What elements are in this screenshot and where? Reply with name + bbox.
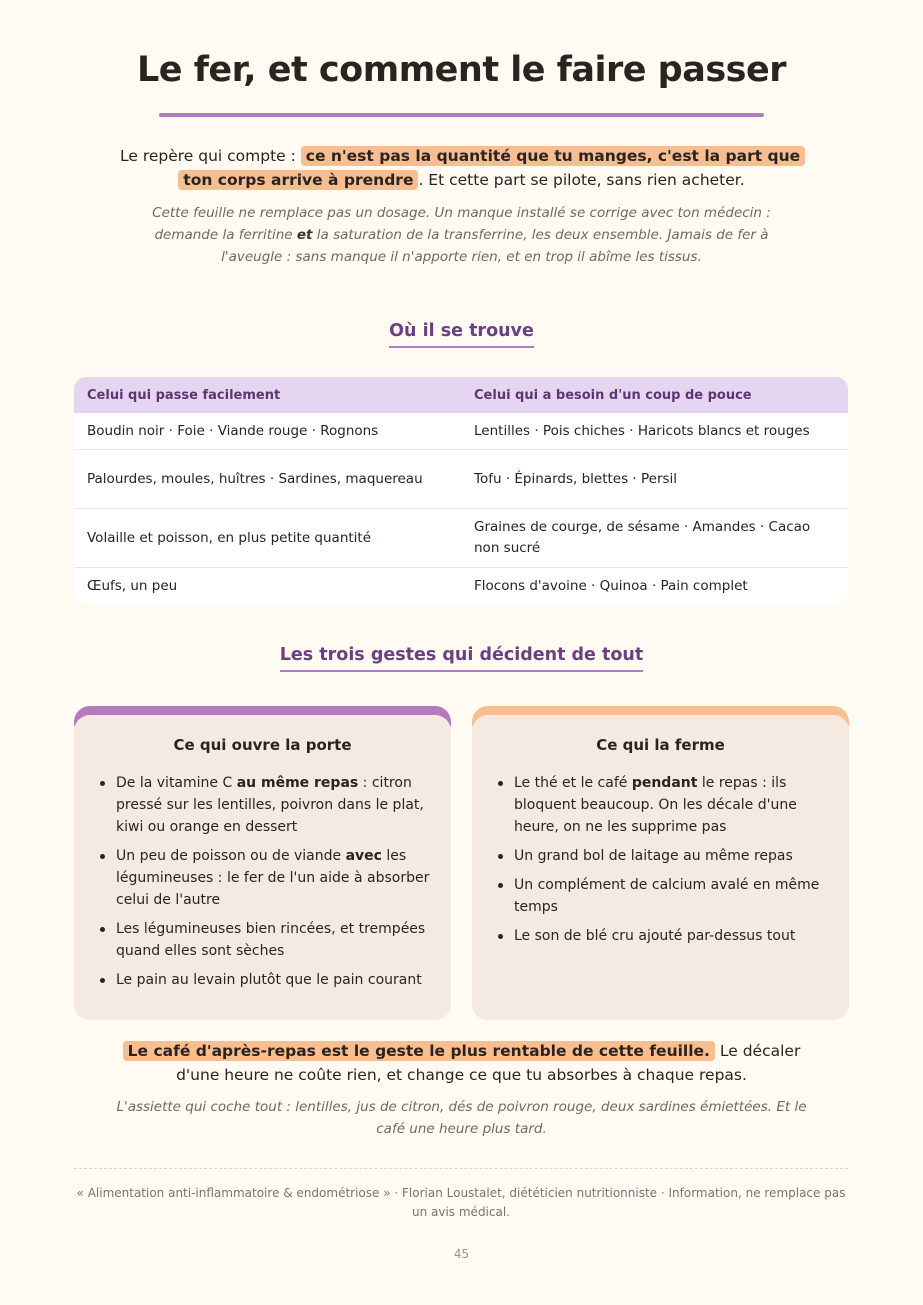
table-cell: Flocons d'avoine · Quinoa · Pain complet: [474, 577, 748, 594]
table-header-row: [74, 377, 848, 413]
table-row: [74, 568, 848, 604]
note-part2: la saturation de la transferrine, les deux ensemble. Jamais de fer à l'aveugle : sans manque il n'apporte rien, et en trop il abîme les tissus.: [221, 227, 769, 265]
closing-highlight: Le café d'après-repas est le geste le plus rentable de cette feuille.: [123, 1041, 715, 1061]
table-row: [74, 509, 848, 568]
item-text: le repas : ils bloquent beaucoup. On les décale d'une heure, on ne les supprime pas: [514, 775, 797, 835]
section-title-sources-text: Où il se trouve: [389, 321, 534, 348]
table-cell: Tofu · Épinards, blettes · Persil: [474, 470, 678, 487]
section-title-sources: [0, 321, 923, 348]
closing-paragraph: [110, 1039, 813, 1087]
table-cell: Boudin noir · Foie · Viande rouge · Rognons: [87, 422, 379, 439]
item-text: Un complément de calcium avalé en même temps: [514, 877, 820, 915]
table-row: [74, 450, 848, 509]
item-text: De la vitamine C: [116, 775, 237, 791]
lead-paragraph: [120, 144, 803, 192]
card-title: Ce qui la ferme: [596, 736, 725, 754]
table-cell: Œufs, un peu: [87, 577, 178, 594]
disclaimer-note: [130, 202, 793, 268]
table-row: [74, 413, 848, 450]
iron-sources-table: [74, 377, 848, 604]
footer-divider: [74, 1168, 848, 1169]
table-cell: Graines de courge, de sésame · Amandes · Cacao non sucré: [474, 519, 811, 556]
item-text: Le thé et le café: [514, 775, 632, 791]
list-item: [514, 845, 830, 867]
item-bold: pendant: [631, 775, 698, 791]
item-text: Un peu de poisson ou de viande: [116, 848, 346, 864]
table-header-cell: Celui qui passe facilement: [87, 387, 281, 403]
list-item: [116, 969, 432, 991]
closing-suffix: Le décaler d'une heure ne coûte rien, et change ce que tu absorbes à chaque repas.: [176, 1042, 801, 1084]
list-item: [116, 772, 432, 838]
footer-credit: « Alimentation anti-inflammatoire & endométriose » · Florian Loustalet, diététicien nutritionniste · Information, ne remplace pas un avis médical.: [76, 1186, 846, 1219]
table-header-cell: Celui qui a besoin d'un coup de pouce: [474, 387, 752, 403]
lead-prefix: Le repère qui compte :: [120, 147, 301, 165]
page-number: 45: [453, 1247, 470, 1261]
list-item: [116, 845, 432, 911]
list-item: [116, 918, 432, 962]
table-cell: Volaille et poisson, en plus petite quantité: [87, 529, 372, 546]
card-opens-door: [74, 706, 451, 1020]
closing-note: L'assiette qui coche tout : lentilles, jus de citron, dés de poivron rouge, deux sardines émiettées. Et le café une heure plus tard.: [116, 1099, 807, 1137]
card-title: Ce qui ouvre la porte: [173, 736, 352, 754]
item-text: Le pain au levain plutôt que le pain courant: [116, 972, 422, 988]
section-title-gestures-text: Les trois gestes qui décident de tout: [280, 645, 643, 672]
lead-highlight: ce n'est pas la quantité que tu manges, c'est la part que ton corps arrive à prendre: [178, 146, 805, 190]
item-text: Le son de blé cru ajouté par-dessus tout: [514, 928, 796, 944]
card-list: [514, 772, 830, 954]
item-text: : citron pressé sur les lentilles, poivron dans le plat, kiwi ou orange en dessert: [116, 775, 424, 835]
table-cell: Palourdes, moules, huîtres · Sardines, maquereau: [87, 470, 423, 487]
list-item: [514, 874, 830, 918]
card-closes-door: [472, 706, 849, 1020]
item-text: Les légumineuses bien rincées, et trempées quand elles sont sèches: [116, 921, 426, 959]
card-list: [116, 772, 432, 998]
page-title: Le fer, et comment le faire passer: [136, 50, 787, 90]
note-bold: et: [296, 227, 313, 243]
item-bold: avec: [345, 848, 382, 864]
item-text: Un grand bol de laitage au même repas: [514, 848, 793, 864]
item-bold: au même repas: [236, 775, 359, 791]
lead-suffix: . Et cette part se pilote, sans rien acheter.: [418, 171, 745, 189]
list-item: [514, 925, 830, 947]
note-part1: Cette feuille ne remplace pas un dosage. Un manque installé se corrige avec ton médecin : demande la ferritine: [152, 205, 771, 243]
section-title-gestures: [0, 645, 923, 672]
list-item: [514, 772, 830, 838]
table-cell: Lentilles · Pois chiches · Haricots blancs et rouges: [474, 422, 810, 439]
item-text: les légumineuses : le fer de l'un aide à absorber celui de l'autre: [116, 848, 430, 908]
title-underline: [159, 113, 764, 117]
